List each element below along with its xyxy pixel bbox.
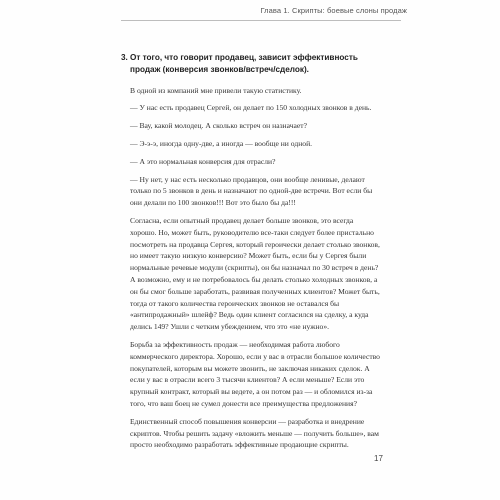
header-rule bbox=[121, 20, 401, 21]
paragraph: — У нас есть продавец Сергей, он делает по 150 холодных звонков в день. bbox=[130, 103, 372, 113]
running-head: Глава 1. Скрипты: боевые слоны продаж bbox=[260, 6, 407, 15]
page-number: 17 bbox=[374, 454, 383, 463]
paragraph: — Вау, какой молодец. А сколько встреч он назначает? bbox=[130, 121, 307, 131]
paragraph: Единственный способ повышения конверсии — разработка и внедрение скриптов. Чтобы решить задачу «вложить меньше — получить больше», вам просто необходимо разработать эффективные продающие скрипты. bbox=[130, 416, 379, 450]
paragraph: — А это нормальная конверсия для отрасли? bbox=[130, 156, 276, 166]
paragraph: — Э-э-э, иногда одну-две, а иногда — вообще ни одной. bbox=[130, 138, 313, 148]
paragraph: — Ну нет, у нас есть несколько продавцов, они вообще ленивые, делают только по 5 звонков в день и назначают по одной-две встречи. Вот если бы они делали по 100 звонков!!! Вот это было бы да!!! bbox=[130, 174, 373, 208]
section-number: 3. bbox=[121, 53, 128, 62]
paragraph: В одной из компаний мне привели такую статистику. bbox=[130, 85, 302, 95]
section-heading bbox=[121, 52, 381, 76]
paragraph: Борьба за эффективность продаж — необходимая работа любого коммерческого директора. Хорошо, если у вас в отрасли большое количество покупателей, которым вы можете звонить, не заключая никаких сделок. А если у вас в отрасли всего 3 тысячи клиентов? А если меньше? Если это крупный контракт, который вы ведете, а он потом раз — и обломился из-за того, что ваш боец не сумел донести все преимущества предложения? bbox=[130, 339, 380, 408]
paragraph: Согласна, если опытный продавец делает больше звонков, это всегда хорошо. Но, может быть, руководителю все-таки следует более пристально посмотреть на продавца Сергея, который героически делает столько звонков, но имеет такую низкую конверсию? Может быть, если бы у Сергея были нормальные речевые модули (скрипты), он бы назначал по 30 встреч в день? А возможно, ему и не потребовалось бы делать столько холодных звонков, а он бы смог больше заработать, развивая полученных клиентов? Может быть, тогда от такого количества героических звонков не оставался бы «антипродажный» шлейф? Ведь один клиент согласился на сделку, а куда делись 149? Ушли с четким убеждением, что это «не нужно». bbox=[130, 215, 380, 332]
page-content bbox=[121, 52, 381, 457]
section-title: От того, что говорит продавец, зависит эффективность продаж (конверсия звонков/встреч/сделок). bbox=[130, 53, 358, 74]
